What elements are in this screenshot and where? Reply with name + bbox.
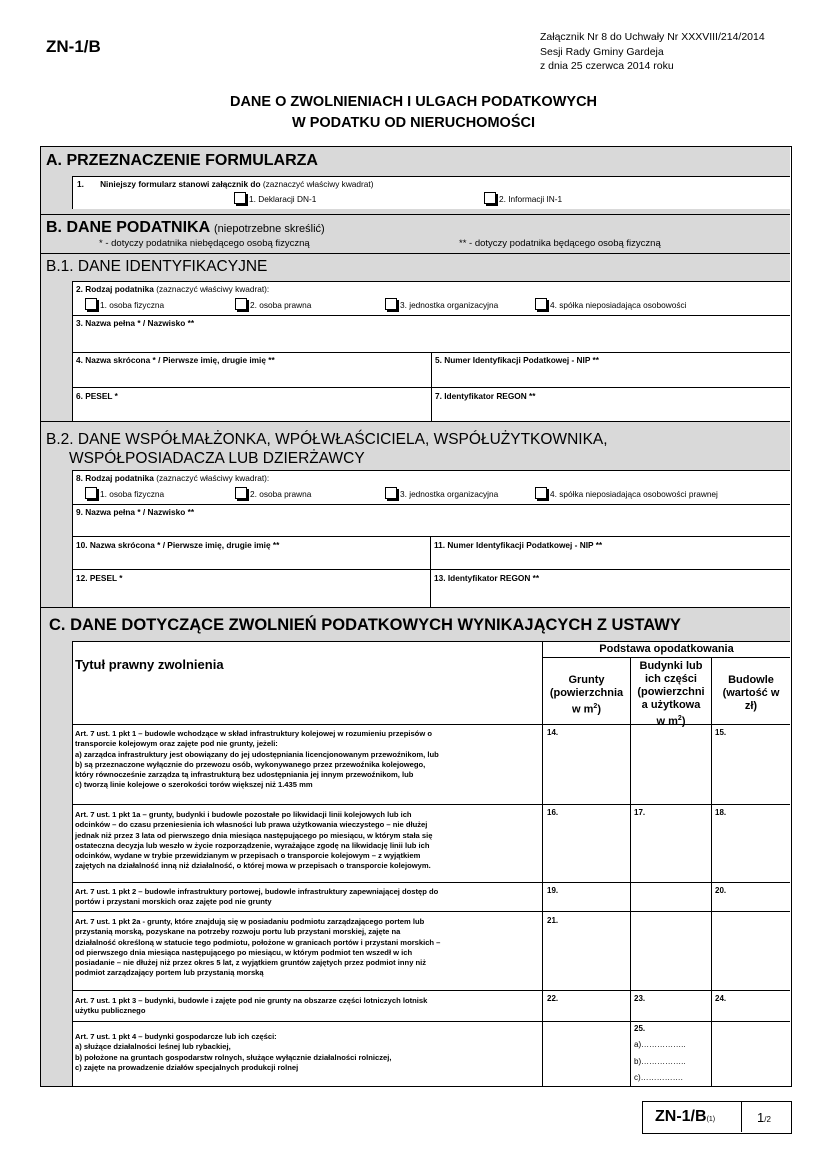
field-20[interactable]: 20.	[715, 886, 727, 895]
field-19[interactable]: 19.	[547, 886, 559, 895]
row-5-title: Art. 7 ust. 1 pkt 3 – budynki, budowle i zajęte pod nie grunty na obszarze części lotniczych lotnisk użytku publicznego	[75, 996, 428, 1016]
row-6-title: Art. 7 ust. 1 pkt 4 – budynki gospodarcze lub ich części: a) służące działalności leśnej lub rybackiej, b) położone na gruntach gospodarstw rolnych, służące wyłącznie działalności rolniczej, c) zajęte na prowadzenie działów specjalnych produkcji rolnej	[75, 1032, 392, 1072]
field-16[interactable]: 16.	[547, 808, 559, 817]
field-10-input[interactable]	[74, 551, 428, 569]
document-title-line-2: W PODATKU OD NIERUCHOMOŚCI	[291, 115, 535, 131]
checkbox-b2-jednostka[interactable]	[385, 487, 397, 499]
field-13-label: 13. Identyfikator REGON **	[434, 573, 540, 583]
col-header-title: Tytuł prawny zwolnienia	[75, 657, 224, 672]
checkbox-b1-spolka[interactable]	[535, 298, 547, 310]
field-15[interactable]: 15.	[715, 728, 727, 737]
field-6-label: 6. PESEL *	[76, 391, 118, 401]
row-4-title: Art. 7 ust. 1 pkt 2a - grunty, które znajdują się w posiadaniu podmiotu zarządzającego portem lub przystanią morską, pozyskane na potrzeby rozwoju portu lub przystani morskiej, zajęte na działalność określoną w statucie tego podmiotu, położone w granicach portów i przystani morskich – od pierwszego dnia miesiąca następującego po miesiącu, w którym podmiot ten wszedł w ich posiadanie – nie dłużej niż przez okres 5 lat, z wyjątkiem gruntów zajętych przez podmiot inny niż podmiot zarządzający portem lub przystanią morską	[75, 917, 441, 978]
field-6-input[interactable]	[74, 402, 429, 420]
col-header-grunty: Grunty (powierzchnia w $m^2$)	[549, 674, 624, 716]
field-4-label: 4. Nazwa skrócona * / Pierwsze imię, drugie imię **	[76, 355, 275, 365]
field-24[interactable]: 24.	[715, 994, 727, 1003]
b1-option-osoba-prawna[interactable]: 2. osoba prawna	[235, 298, 311, 310]
b2-option-osoba-fizyczna[interactable]: 1. osoba fizyczna	[85, 487, 164, 499]
section-b1-title: B.1. DANE IDENTYFIKACYJNE	[46, 258, 268, 275]
field-18[interactable]: 18.	[715, 808, 727, 817]
section-b-note-1: * - dotyczy podatnika niebędącego osobą fizyczną	[99, 238, 310, 249]
footer-form-code: ZN-1/B(1)	[655, 1108, 716, 1125]
footer-page-number: 1/2	[757, 1110, 771, 1125]
checkbox-b1-osoba-prawna[interactable]	[235, 298, 247, 310]
annex-note	[540, 30, 765, 74]
option-informacja[interactable]: 2. Informacji IN-1	[484, 192, 562, 204]
section-b-note-2: ** - dotyczy podatnika będącego osobą fizyczną	[459, 238, 661, 249]
option-deklaracja[interactable]: 1. Deklaracji DN-1	[234, 192, 316, 204]
checkbox-b2-osoba-fizyczna[interactable]	[85, 487, 97, 499]
checkbox-b1-osoba-fizyczna[interactable]	[85, 298, 97, 310]
document-title	[0, 92, 827, 134]
col-header-budowle: Budowle (wartość w zł)	[722, 674, 780, 712]
field-25c[interactable]: c)…………….	[634, 1073, 683, 1082]
footer-form-code-box	[642, 1101, 792, 1134]
field-21[interactable]: 21.	[547, 916, 559, 925]
b2-option-spolka[interactable]: 4. spółka nieposiadająca osobowości prawnej	[535, 487, 718, 499]
field-1-label: 1. Niniejszy formularz stanowi załącznik do (zaznaczyć właściwy kwadrat)	[77, 179, 374, 189]
row-2-title: Art. 7 ust. 1 pkt 1a – grunty, budynki i budowle pozostałe po likwidacji linii kolejowych lub ich odcinków – do czasu przeniesienia ich własności lub prawa użytkowania wieczystego – nie dłużej jednak niż przez 3 lata od pierwszego dnia miesiąca następującego po miesiącu, w którym stała się ostateczna decyzja lub weszło w życie rozporządzenie, wyrażające zgodę na likwidację linii lub ich odcinków, wydane w trybie przewidzianym w przepisach o transporcie kolejowym – z wyjątkiem zajętych na działalność inną niż działalność, o której mowa w przepisach o transporcie kolejowym.	[75, 810, 433, 871]
b1-option-jednostka[interactable]: 3. jednostka organizacyjna	[385, 298, 498, 310]
field-25a[interactable]: a)……………..	[634, 1040, 686, 1049]
checkbox-b1-jednostka[interactable]	[385, 298, 397, 310]
row-1-title: Art. 7 ust. 1 pkt 1 – budowle wchodzące w skład infrastruktury kolejowej w rozumieniu przepisów o transporcie kolejowym oraz zajęte pod nie grunty, jeżeli: a) zarządca infrastruktury jest obowiązany do jej udostępniania licencjonowanym przewoźnikom, lub b) są przeznaczone wyłącznie do przewozu osób, wykonywanego przez przewoźnika kolejowego, który równocześnie zarządza tą infrastrukturą bez udostępniania jej innym przewoźnikom, lub c) tworzą linie kolejowe o szerokości torów większej niż 1.435 mm	[75, 729, 439, 790]
checkbox-b2-osoba-prawna[interactable]	[235, 487, 247, 499]
field-7-input[interactable]	[434, 402, 788, 420]
field-4-input[interactable]	[74, 366, 429, 386]
field-5-label: 5. Numer Identyfikacji Podatkowej - NIP **	[435, 355, 599, 365]
annex-line-3: z dnia 25 czerwca 2014 roku	[540, 60, 674, 72]
field-22[interactable]: 22.	[547, 994, 559, 1003]
form-code: ZN-1/B	[46, 37, 101, 56]
field-11-label: 11. Numer Identyfikacji Podatkowej - NIP **	[434, 540, 603, 550]
b1-option-spolka[interactable]: 4. spółka nieposiadająca osobowości	[535, 298, 687, 310]
section-c-title: C. DANE DOTYCZĄCE ZWOLNIEŃ PODATKOWYCH WYNIKAJĄCYCH Z USTAWY	[49, 616, 681, 634]
annex-line-2: Sesji Rady Gminy Gardeja	[540, 45, 664, 58]
field-9-label: 9. Nazwa pełna * / Nazwisko **	[76, 507, 195, 517]
b1-option-osoba-fizyczna[interactable]: 1. osoba fizyczna	[85, 298, 164, 310]
field-11-input[interactable]	[433, 551, 788, 569]
annex-line-1: Załącznik Nr 8 do Uchwały Nr XXXVIII/214/2014	[540, 31, 765, 43]
section-a-title: A. PRZEZNACZENIE FORMULARZA	[46, 152, 318, 169]
field-12-input[interactable]	[74, 584, 428, 605]
b2-option-jednostka[interactable]: 3. jednostka organizacyjna	[385, 487, 498, 499]
b2-option-osoba-prawna[interactable]: 2. osoba prawna	[235, 487, 311, 499]
document-title-line-1: DANE O ZWOLNIENIACH I ULGACH PODATKOWYCH	[229, 94, 598, 110]
section-b2-title-line-1: B.2. DANE WSPÓŁMAŁŻONKA, WPÓŁWŁAŚCICIELA, WSPÓŁUŻYTKOWNIKA,	[46, 431, 608, 448]
form-frame	[40, 146, 792, 1087]
field-9-input[interactable]	[74, 518, 788, 536]
checkbox-deklaracja[interactable]	[234, 192, 246, 204]
checkbox-informacja[interactable]	[484, 192, 496, 204]
col-header-budynki: Budynki lub ich części (powierzchni a użytkowa w $m^2$)	[637, 660, 705, 728]
section-b-title: B. DANE PODATNIKA (niepotrzebne skreślić)	[46, 219, 325, 236]
field-8-label: 8. Rodzaj podatnika (zaznaczyć właściwy kwadrat):	[76, 473, 270, 483]
field-13-input[interactable]	[433, 584, 788, 605]
col-header-group: Podstawa opodatkowania	[599, 643, 734, 655]
field-7-label: 7. Identyfikator REGON **	[435, 391, 536, 401]
field-5-input[interactable]	[434, 366, 788, 386]
field-12-label: 12. PESEL *	[76, 573, 123, 583]
field-14[interactable]: 14.	[547, 728, 559, 737]
field-25[interactable]: 25.	[634, 1024, 646, 1033]
field-23[interactable]: 23.	[634, 994, 646, 1003]
field-3-label: 3. Nazwa pełna * / Nazwisko **	[76, 318, 195, 328]
field-17[interactable]: 17.	[634, 808, 646, 817]
field-10-label: 10. Nazwa skrócona * / Pierwsze imię, drugie imię **	[76, 540, 280, 550]
checkbox-b2-spolka[interactable]	[535, 487, 547, 499]
row-3-title: Art. 7 ust. 1 pkt 2 – budowle infrastruktury portowej, budowle infrastruktury zapewniającej dostęp do portów i przystani morskich oraz zajęte pod nie grunty	[75, 887, 439, 907]
section-b2-title-line-2: WSPÓŁPOSIADACZA LUB DZIERŻAWCY	[69, 450, 365, 467]
field-25b[interactable]: b)……………..	[634, 1057, 686, 1066]
field-3-input[interactable]	[74, 329, 788, 352]
field-2-label: 2. Rodzaj podatnika (zaznaczyć właściwy kwadrat):	[76, 284, 270, 294]
